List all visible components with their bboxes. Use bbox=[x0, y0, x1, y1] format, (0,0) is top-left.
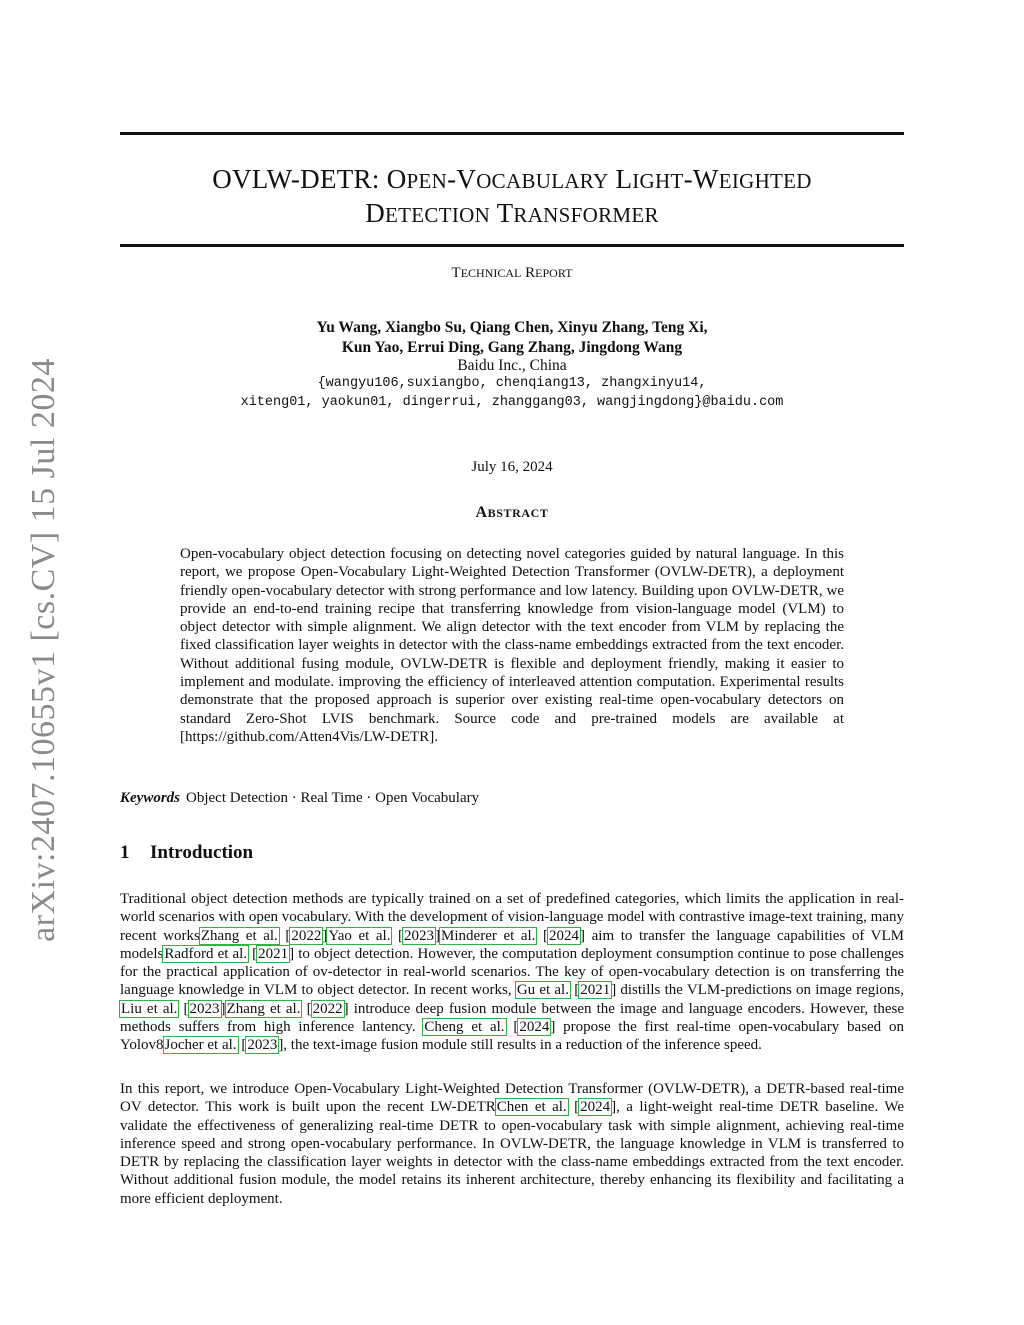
arxiv-id: arXiv:2407.10655v1 [cs.CV] 15 Jul 2024 bbox=[25, 358, 62, 942]
citation-year-link[interactable]: 2023 bbox=[247, 1037, 278, 1054]
citation-link[interactable]: Radford et al. bbox=[164, 945, 248, 962]
citation-year-link[interactable]: 2022 bbox=[291, 927, 322, 944]
report-type: TECHNICAL REPORT bbox=[451, 265, 573, 281]
citation-link[interactable]: Zhang et al. bbox=[226, 1000, 301, 1017]
citation-link[interactable]: Minderer et al. bbox=[441, 927, 536, 944]
citation-link[interactable]: Zhang et al. bbox=[200, 927, 278, 944]
citation-link[interactable]: Jocher et al. bbox=[164, 1037, 237, 1054]
authors-line1: Yu Wang, Xiangbo Su, Qiang Chen, Xinyu Zhang, Teng Xi, bbox=[316, 319, 708, 336]
paper-title-line2: DETECTION TRANSFORMER bbox=[365, 198, 659, 228]
citation-year-link[interactable]: 2021 bbox=[580, 982, 611, 999]
authors-line2: Kun Yao, Errui Ding, Gang Zhang, Jingdong Wang bbox=[341, 339, 683, 356]
citation-year-link[interactable]: 2022 bbox=[312, 1000, 343, 1017]
date: July 16, 2024 bbox=[471, 459, 553, 475]
citation-link[interactable]: Gu et al. bbox=[516, 982, 569, 999]
section-number: 1 bbox=[120, 842, 130, 863]
citation-year-link[interactable]: 2023 bbox=[404, 927, 435, 944]
citation-link[interactable]: Cheng et al. bbox=[424, 1019, 505, 1036]
citation-year-link[interactable]: 2023 bbox=[189, 1000, 220, 1017]
arxiv-stamp bbox=[0, 0, 60, 1325]
email-line1: {wangyu106,suxiangbo, chenqiang13, zhangxinyu14, bbox=[317, 376, 707, 391]
intro-paragraph-2: In this report, we introduce Open-Vocabulary Light-Weighted Detection Transformer (OVLW-DETR), a DETR-based real-time OV detector. This work is built upon the recent LW-DETRChen et al. [2024], a light-weight real-time DETR baseline. We validate the effectiveness of generalizing real-time DETR to open-vocabulary task with simple alignment, achieving real-time inference speed and strong open-vocabulary performance. In OVLW-DETR, the language knowledge in VLM is transferred to DETR by replacing the classification layer weights in detector with the class-name embeddings extracted from the text encoder. Without additional fusion module, the model retains its inherent architecture, thereby enhancing its flexibility and facilitating a more efficient deployment. bbox=[120, 1081, 904, 1207]
citation-link[interactable]: Yao et al. bbox=[328, 927, 391, 944]
section-title: Introduction bbox=[150, 842, 254, 863]
affiliation: Baidu Inc., China bbox=[457, 357, 567, 374]
citation-year-link[interactable]: 2021 bbox=[258, 945, 289, 962]
keywords-text: Object Detection · Real Time · Open Vocabulary bbox=[186, 790, 480, 806]
citation-year-link[interactable]: 2024 bbox=[580, 1099, 611, 1116]
citation-link[interactable]: Liu et al. bbox=[121, 1000, 178, 1017]
title-rule-top bbox=[120, 132, 904, 135]
intro-paragraph-1: Traditional object detection methods are typically trained on a set of predefined categories, which limits the application in real-world scenarios with open vocabulary. With the development of vision-language model with contrastive image-text training, many recent worksZhang et al. [2022]Yao et al. [2023]Minderer et al. [2024] aim to transfer the language capabilities of VLM modelsRadford et al. [2021] to object detection. However, the computation deployment consumption continue to pose challenges for the practical application of ov-detector in real-world scenarios. The key of open-vocabulary detection is on transferring the language knowledge in VLM to object detector. In recent works, Gu et al. [2021] distills the VLM-predictions on image regions, Liu et al. [2023]Zhang et al. [2022] introduce deep fusion module between the image and language encoders. However, these methods suffers from high inference lantency. Cheng et al. [2024] propose the first real-time open-vocabulary based on Yolov8Jocher et al. [2023], the text-image fusion module still results in a reduction of the inference speed. bbox=[120, 891, 905, 1054]
keywords-label: Keywords bbox=[120, 790, 180, 806]
abstract-text: Open-vocabulary object detection focusing on detecting novel categories guided by natural language. In this report, we propose Open-Vocabulary Light-Weighted Detection Transformer (OVLW-DETR), a deployment friendly open-vocabulary detector with strong performance and low latency. Building upon OVLW-DETR, we provide an end-to-end training recipe that transferring knowledge from vision-language model (VLM) to object detector with simple alignment. We align detector with the text encoder from VLM by replacing the fixed classification layer weights in detector with the class-name embeddings extracted from the text encoder. Without additional fusing module, OVLW-DETR is flexible and deployment friendly, making it easier to implement and modulate. improving the efficiency of interleaved attention computation. Experimental results demonstrate that the proposed approach is superior over existing real-time open-vocabulary detectors on standard Zero-Shot LVIS benchmark. Source code and pre-trained models are available at [https://github.com/Atten4Vis/LW-DETR]. bbox=[180, 546, 844, 745]
citation-year-link[interactable]: 2024 bbox=[519, 1019, 550, 1036]
citation-year-link[interactable]: 2024 bbox=[549, 927, 580, 944]
section-heading bbox=[120, 842, 253, 864]
keywords bbox=[120, 790, 479, 807]
email-line2: xiteng01, yaokun01, dingerrui, zhanggang03, wangjingdong}@baidu.com bbox=[240, 395, 784, 410]
abstract-heading: ABSTRACT bbox=[475, 504, 549, 521]
paper-title-line1: OVLW-DETR: OPEN-VOCABULARY LIGHT-WEIGHTED bbox=[212, 164, 812, 194]
title-rule-bottom bbox=[120, 244, 904, 247]
citation-link[interactable]: Chen et al. bbox=[496, 1099, 567, 1116]
